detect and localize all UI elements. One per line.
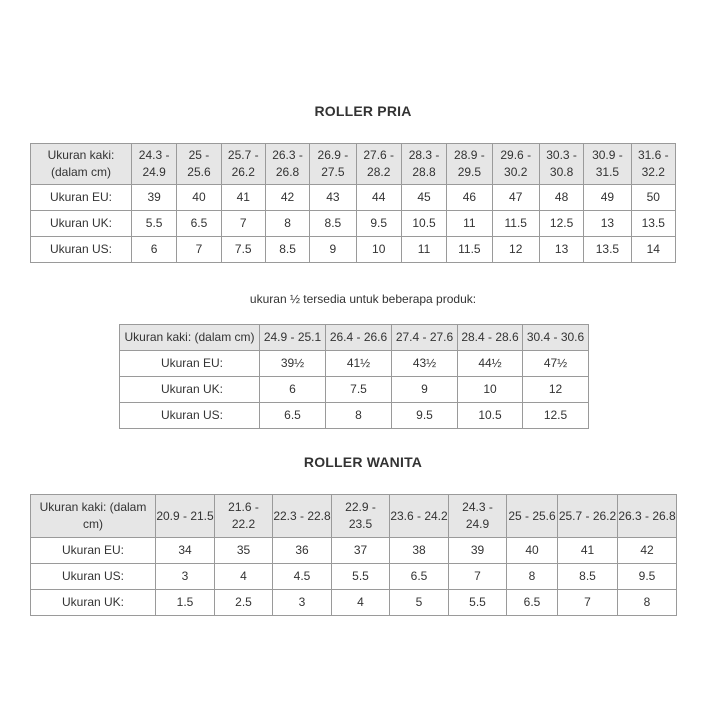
table-cell: 40 [177, 185, 221, 211]
header-cell: 25.7 - 26.2 [558, 495, 618, 538]
table-cell: 6.5 [507, 590, 558, 616]
table-cell: 6 [260, 377, 326, 403]
women-size-table [30, 494, 677, 616]
table-cell: 8 [326, 403, 392, 429]
row-label: Ukuran UK: [120, 377, 260, 403]
table-cell: 43½ [392, 351, 458, 377]
header-cell: 22.9 - 23.5 [332, 495, 390, 538]
table-cell: 36 [273, 538, 332, 564]
row-label: Ukuran EU: [120, 351, 260, 377]
table-cell: 6.5 [177, 211, 221, 237]
table-row [31, 564, 677, 590]
table-cell: 39 [449, 538, 507, 564]
men-title: ROLLER PRIA [314, 103, 412, 119]
table-cell: 5.5 [332, 564, 390, 590]
table-cell: 41 [221, 185, 265, 211]
table-cell: 4.5 [273, 564, 332, 590]
header-cell: 28.4 - 28.6 [458, 325, 523, 351]
table-row [31, 211, 676, 237]
table-cell: 13.5 [584, 237, 631, 263]
table-cell: 12 [492, 237, 539, 263]
header-cell: 27.6 - 28.2 [356, 144, 401, 185]
men-size-table [30, 143, 676, 263]
table-cell: 3 [273, 590, 332, 616]
table-cell: 8.5 [558, 564, 618, 590]
table-cell: 12.5 [523, 403, 589, 429]
row-label: Ukuran US: [31, 237, 132, 263]
header-cell: 25.7 - 26.2 [221, 144, 265, 185]
table-cell: 6.5 [390, 564, 449, 590]
table-cell: 11.5 [447, 237, 492, 263]
table-cell: 14 [631, 237, 675, 263]
header-cell: 26.3 - 26.8 [265, 144, 309, 185]
header-cell: 21.6 - 22.2 [215, 495, 273, 538]
header-cell: 26.9 - 27.5 [310, 144, 356, 185]
table-cell: 8 [265, 211, 309, 237]
table-cell: 4 [215, 564, 273, 590]
table-cell: 38 [390, 538, 449, 564]
header-cell: 22.3 - 22.8 [273, 495, 332, 538]
table-header-row [31, 144, 676, 185]
table-row [31, 538, 677, 564]
table-cell: 7.5 [326, 377, 392, 403]
row-label: Ukuran UK: [31, 590, 156, 616]
table-cell: 7.5 [221, 237, 265, 263]
table-cell: 7 [221, 211, 265, 237]
header-cell: Ukuran kaki: (dalam cm) [31, 495, 156, 538]
table-row [31, 237, 676, 263]
table-cell: 8 [507, 564, 558, 590]
table-cell: 10 [356, 237, 401, 263]
table-cell: 48 [539, 185, 583, 211]
half-size-table [119, 324, 589, 429]
table-cell: 50 [631, 185, 675, 211]
table-cell: 13 [584, 211, 631, 237]
table-cell: 35 [215, 538, 273, 564]
table-cell: 11 [447, 211, 492, 237]
header-cell: 31.6 - 32.2 [631, 144, 675, 185]
header-cell: 30.3 - 30.8 [539, 144, 583, 185]
row-label: Ukuran EU: [31, 538, 156, 564]
header-cell: 24.9 - 25.1 [260, 325, 326, 351]
header-cell: Ukuran kaki: (dalam cm) [120, 325, 260, 351]
table-cell: 1.5 [156, 590, 215, 616]
table-cell: 9.5 [618, 564, 677, 590]
table-cell: 44½ [458, 351, 523, 377]
table-cell: 45 [401, 185, 446, 211]
table-cell: 7 [449, 564, 507, 590]
table-cell: 46 [447, 185, 492, 211]
table-cell: 9 [392, 377, 458, 403]
table-row [120, 351, 589, 377]
table-cell: 8.5 [310, 211, 356, 237]
table-cell: 10.5 [401, 211, 446, 237]
header-cell: 26.3 - 26.8 [618, 495, 677, 538]
table-header-row [120, 325, 589, 351]
header-cell: 30.4 - 30.6 [523, 325, 589, 351]
header-cell: 29.6 - 30.2 [492, 144, 539, 185]
table-cell: 3 [156, 564, 215, 590]
header-cell: 25 - 25.6 [177, 144, 221, 185]
table-cell: 13 [539, 237, 583, 263]
table-cell: 10 [458, 377, 523, 403]
table-cell: 42 [265, 185, 309, 211]
header-cell: 30.9 - 31.5 [584, 144, 631, 185]
table-cell: 47½ [523, 351, 589, 377]
table-cell: 37 [332, 538, 390, 564]
table-cell: 9.5 [392, 403, 458, 429]
row-label: Ukuran US: [31, 564, 156, 590]
table-cell: 12 [523, 377, 589, 403]
table-cell: 2.5 [215, 590, 273, 616]
table-cell: 8.5 [265, 237, 309, 263]
table-row [31, 185, 676, 211]
table-cell: 41 [558, 538, 618, 564]
table-cell: 40 [507, 538, 558, 564]
table-cell: 6.5 [260, 403, 326, 429]
table-cell: 11.5 [492, 211, 539, 237]
half-size-note: ukuran ½ tersedia untuk beberapa produk: [249, 292, 477, 306]
table-cell: 5.5 [449, 590, 507, 616]
table-cell: 7 [558, 590, 618, 616]
row-label: Ukuran UK: [31, 211, 132, 237]
table-row [31, 590, 677, 616]
header-cell: 27.4 - 27.6 [392, 325, 458, 351]
header-cell: 24.3 - 24.9 [131, 144, 176, 185]
table-cell: 4 [332, 590, 390, 616]
table-cell: 6 [131, 237, 176, 263]
women-title: ROLLER WANITA [303, 454, 423, 470]
table-cell: 5 [390, 590, 449, 616]
table-cell: 34 [156, 538, 215, 564]
table-cell: 39 [131, 185, 176, 211]
table-cell: 12.5 [539, 211, 583, 237]
row-label: Ukuran US: [120, 403, 260, 429]
table-cell: 43 [310, 185, 356, 211]
header-cell: 28.3 - 28.8 [401, 144, 446, 185]
header-cell: 25 - 25.6 [507, 495, 558, 538]
table-cell: 11 [401, 237, 446, 263]
table-cell: 44 [356, 185, 401, 211]
table-cell: 9.5 [356, 211, 401, 237]
table-cell: 9 [310, 237, 356, 263]
table-row [120, 377, 589, 403]
table-cell: 47 [492, 185, 539, 211]
header-cell: Ukuran kaki: (dalam cm) [31, 144, 132, 185]
table-cell: 41½ [326, 351, 392, 377]
header-cell: 28.9 - 29.5 [447, 144, 492, 185]
table-cell: 5.5 [131, 211, 176, 237]
header-cell: 23.6 - 24.2 [390, 495, 449, 538]
table-cell: 49 [584, 185, 631, 211]
table-header-row [31, 495, 677, 538]
table-cell: 7 [177, 237, 221, 263]
table-cell: 42 [618, 538, 677, 564]
table-row [120, 403, 589, 429]
header-cell: 26.4 - 26.6 [326, 325, 392, 351]
table-cell: 8 [618, 590, 677, 616]
table-cell: 10.5 [458, 403, 523, 429]
table-cell: 39½ [260, 351, 326, 377]
header-cell: 24.3 - 24.9 [449, 495, 507, 538]
table-cell: 13.5 [631, 211, 675, 237]
row-label: Ukuran EU: [31, 185, 132, 211]
header-cell: 20.9 - 21.5 [156, 495, 215, 538]
